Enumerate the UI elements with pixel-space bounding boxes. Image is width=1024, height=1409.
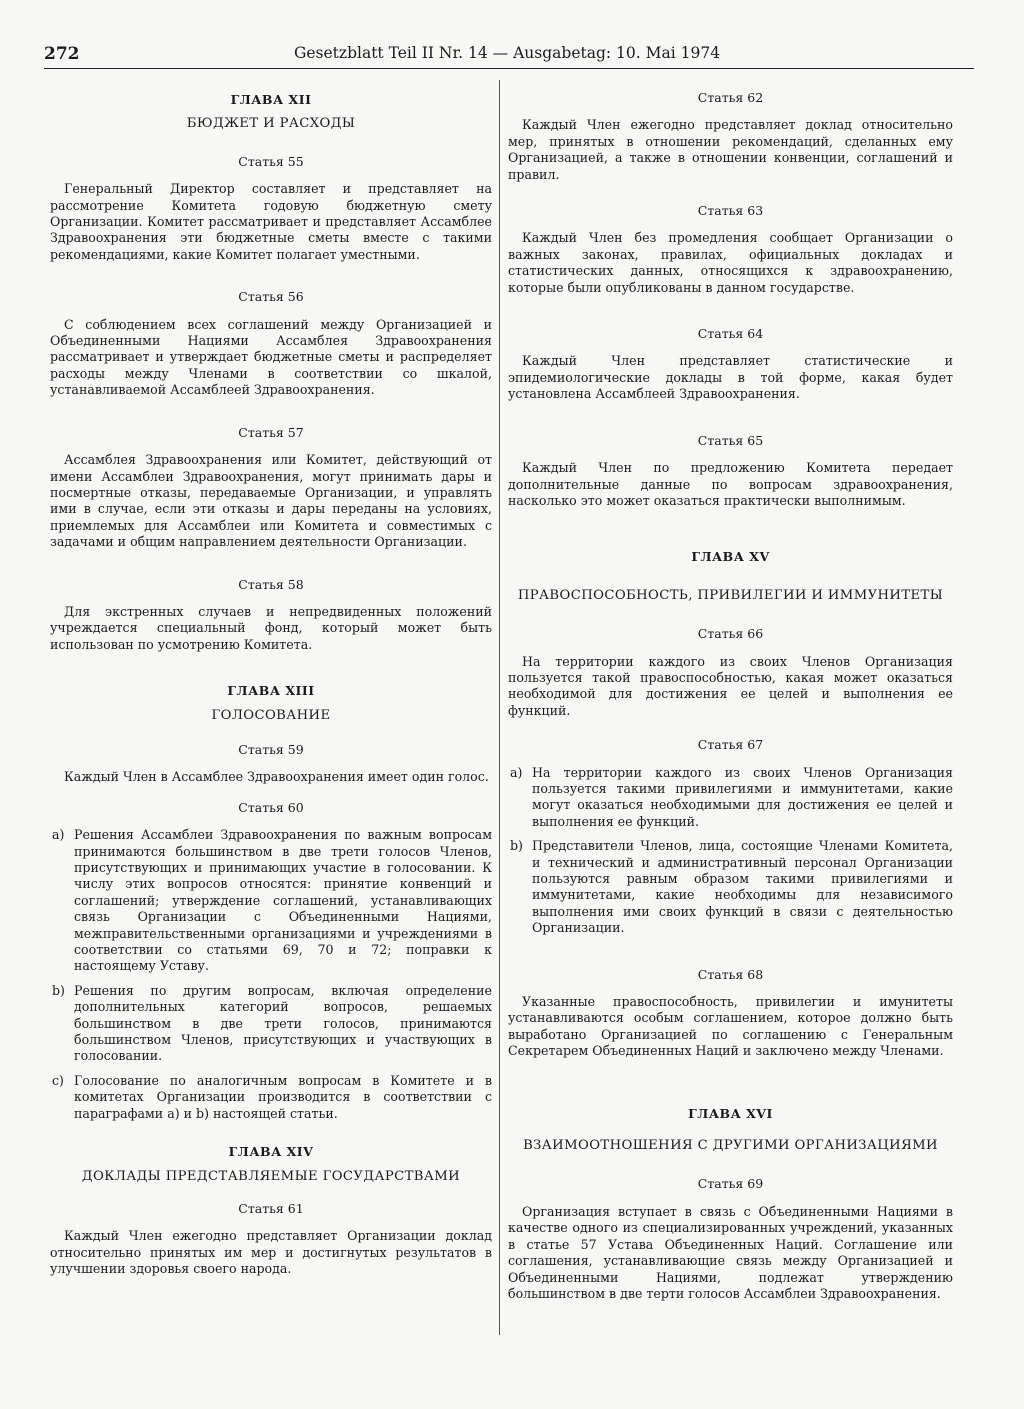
item-text: На территории каждого из своих Членов Организация пользуется такими привилегиями и иммунитетами, какие могут оказаться необходимыми для достижения ее целей и выполнения ее функций. — [532, 764, 953, 829]
article-heading: Статья 67 — [697, 737, 764, 753]
left-column — [50, 80, 492, 1278]
item-label: b) — [510, 838, 523, 854]
article-text: Каждый Член без промедления сообщает Организации о важных законах, правилах, официальных докладах и статистических данных, относящихся к здравоохранению, которые были опубликованы в данном государстве. — [508, 230, 953, 295]
item-text: Голосование по аналогичным вопросам в Комитете и в комитетах Организации производится в соответствии с параграфами a) и b) настоящей статьи. — [74, 1072, 492, 1121]
chapter-title: ВЗАИМООТНОШЕНИЯ С ДРУГИМИ ОРГАНИЗАЦИЯМИ — [523, 1138, 938, 1154]
article-text: Организация вступает в связь с Объединенными Нациями в качестве одного из специализированных учреждений, указанных в статье 57 Устава Объединенных Наций. Соглашение или соглашения, устанавливающие связь между Организацией и Объединенными Нациями, подлежат утверждению большинством в две терти голосов Ассамблеи Здравоохранения. — [508, 1203, 953, 1301]
list-item — [50, 1073, 492, 1122]
article-text: Указанные правоспособность, привилегии и имунитеты устанавливаются особым соглашением, которое должно быть выработано Организацией по соглашению с Генеральным Секретарем Объединенных Наций и заключено между Членами. — [508, 994, 953, 1059]
article-heading: Статья 60 — [238, 799, 304, 815]
article-text: С соблюдением всех соглашений между Организацией и Объединенными Нациями Ассамблея Здравоохранения рассматривает и утверждает бюджетные сметы и распределяет расходы между Членами в соответствии со шкалой, устанавливаемой Ассамблеей Здравоохранения. — [50, 316, 492, 398]
article-heading: Статья 64 — [697, 326, 764, 342]
chapter-title: ПРАВОСПОСОБНОСТЬ, ПРИВИЛЕГИИ И ИММУНИТЕТЫ — [517, 587, 944, 603]
item-text: Решения по другим вопросам, включая определение дополнительных категорий вопросов, решаемых большинством в две трети голосов, принимаются большинством Членов, присутствующих и участвующих в голосовании. — [74, 982, 492, 1064]
list-item — [508, 838, 953, 936]
article-text: Каждый Член ежегодно представляет доклад относительно мер, принятых в отношении рекомендаций, сделанных ему Организацией, а также в отношении конвенции, соглашений и правил. — [508, 117, 953, 182]
chapter-label: ГЛАВА XIII — [227, 683, 315, 699]
right-column — [508, 80, 953, 1302]
article-heading: Статья 66 — [697, 626, 764, 642]
article-heading: Статья 65 — [697, 432, 764, 448]
article-text: Ассамблея Здравоохранения или Комитет, действующий от имени Ассамблеи Здравоохранения, могут принимать дары и посмертные отказы, передаваемые Организации, и управлять ими в случае, если эти отказы и дары переданы на условиях, приемлемых для Ассамблеи или Комитета и совместимых с задачами и общим направлением деятельности Организации. — [50, 452, 492, 550]
chapter-label: ГЛАВА XVI — [688, 1105, 773, 1121]
chapter-label: ГЛАВА XV — [691, 549, 770, 565]
page-header — [44, 42, 974, 69]
article-heading: Статья 58 — [238, 576, 304, 592]
article-heading: Статья 55 — [238, 153, 304, 169]
chapter-label: ГЛАВА XIV — [228, 1144, 314, 1160]
running-head: Gesetzblatt Teil II Nr. 14 — Ausgabetag: 10. Mai 1974 — [294, 44, 721, 62]
article-heading: Статья 68 — [697, 966, 764, 982]
item-text: Решения Ассамблеи Здравоохранения по важным вопросам принимаются большинством в две трети голосов Членов, присутствующих и принимающих участие в голосовании. К числу этих вопросов относятся: принятие конвенций и соглашений; утверждение соглашений, устанавливающих связь Организации с Объединенными Нациями, межправительственными организациями и учреждениями в соответствии со статьями 69, 70 и 72; поправки к настоящему Уставу. — [74, 827, 492, 974]
article-heading: Статья 61 — [238, 1200, 304, 1216]
item-label: a) — [510, 764, 523, 780]
article-heading: Статья 63 — [697, 203, 764, 219]
article-text: Для экстренных случаев и непредвиденных положений учреждается специальный фонд, который может быть использован по усмотрению Комитета. — [50, 603, 492, 652]
article-text: На территории каждого из своих Членов Организация пользуется такой правоспособностью, какая может оказаться необходимой для достижения ее целей и выполнения ее функций. — [508, 653, 953, 718]
article-text: Каждый Член представляет статистические и эпидемиологические доклады в той форме, какая будет установлена Ассамблеей Здравоохранения. — [508, 353, 953, 402]
chapter-title: ГОЛОСОВАНИЕ — [211, 707, 331, 723]
item-label: a) — [52, 827, 65, 843]
column-divider — [499, 80, 500, 1335]
item-label: c) — [52, 1072, 64, 1088]
item-label: b) — [52, 982, 65, 998]
article-text: Каждый Член по предложению Комитета передает дополнительные данные по вопросам здравоохранения, насколько это может оказаться практически выполнимым. — [508, 460, 953, 508]
list-item — [50, 983, 492, 1065]
chapter-title: БЮДЖЕТ И РАСХОДЫ — [186, 116, 356, 132]
article-text: Генеральный Директор составляет и представляет на рассмотрение Комитета годовую бюджетную смету Организации. Комитет рассматривает и представляет Ассамблее Здравоохранения эти бюджетные сметы вместе с такими рекомендациями, какие Комитет полагает уместными. — [50, 181, 492, 262]
item-text: Представители Членов, лица, состоящие Членами Комитета, и технический и административный персонал Организации пользуются равным образом такими привилегиями и иммунитетами, какие необходимы для независимого выполнения ими своих функций в связи с деятельностью Организации. — [532, 838, 953, 936]
article-heading: Статья 69 — [697, 1176, 764, 1192]
article-heading: Статья 56 — [238, 289, 304, 305]
article-heading: Статья 59 — [238, 741, 304, 757]
article-heading: Статья 62 — [697, 90, 764, 105]
article-text: Каждый Член в Ассамблее Здравоохранения имеет один голос. — [64, 769, 489, 785]
page-number: 272 — [44, 44, 80, 64]
article-text: Каждый Член ежегодно представляет Организации доклад относительно принятых им мер и достигнутых результатов в улучшении здоровья своего народа. — [50, 1228, 492, 1277]
article-heading: Статья 57 — [238, 424, 304, 440]
list-item — [50, 827, 492, 975]
list-item — [508, 765, 953, 831]
chapter-label: ГЛАВА XII — [230, 92, 312, 107]
chapter-title: ДОКЛАДЫ ПРЕДСТАВЛЯЕМЫЕ ГОСУДАРСТВАМИ — [81, 1168, 461, 1184]
